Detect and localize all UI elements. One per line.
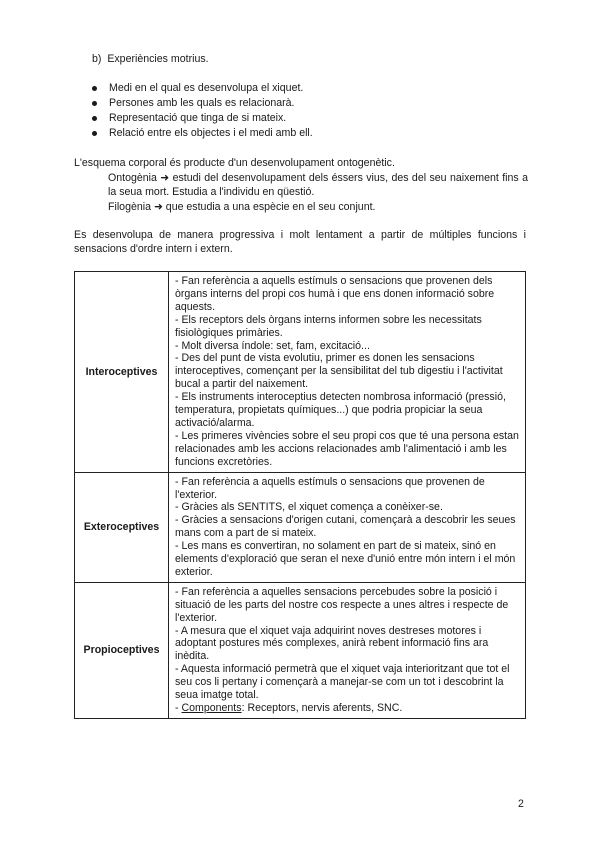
- row-term: Interoceptives: [75, 272, 169, 473]
- bullet-icon: [92, 86, 97, 91]
- bullet-list: [92, 81, 313, 141]
- section-title: Experiències motrius.: [107, 53, 209, 65]
- row-description: - Fan referència a aquells estímuls o sensacions que provenen de l'exterior. - Gràcies als SENTITS, el xiquet comença a conèixer-se. - Gràcies a sensacions d'origen cutani, començarà a descobrir les seues mans com a part de si mateix. - Les mans es convertiran, no solament en part de si mateix, sinó en elements d'exploració que seran el nexe d'unió entre món intern i el món exterior.: [169, 472, 526, 582]
- definition-filogenia: [108, 200, 528, 214]
- section-label: b): [92, 53, 102, 65]
- definition-term: Filogènia: [108, 201, 151, 213]
- components-label: Components: [181, 702, 242, 714]
- row-term: Exteroceptives: [75, 472, 169, 582]
- definition-text: estudi del desenvolupament dels éssers vius, des del seu naixement fins a la seua mort. Estudia a l'individu en qüestió.: [108, 172, 528, 198]
- list-item: Persones amb les quals es relacionarà.: [92, 96, 313, 111]
- bullet-icon: [92, 131, 97, 136]
- bullet-icon: [92, 101, 97, 106]
- components-line: - Components: Receptors, nervis aferents, SNC.: [175, 702, 403, 714]
- list-item: Representació que tinga de si mateix.: [92, 111, 313, 126]
- row-description: - Fan referència a aquelles sensacions percebudes sobre la posició i situació de les parts del nostre cos respecte a unes altres i respecte de l'exterior. - A mesura que el xiquet vaja adquirint noves destreses motores i adoptant postures més complexes, anirà rebent informació fins ara inèdita. - Aquesta informació permetrà que el xiquet vaja interioritzant que tot el seu cos li pertany i començarà a manejar-se com un tot i descobrint la seua imatge total. - Components: Receptors, nervis aferents, SNC.: [169, 582, 526, 718]
- definition-text: que estudia a una espècie en el seu conjunt.: [165, 201, 376, 213]
- page-number: 2: [518, 798, 524, 810]
- arrow-icon: ➜: [160, 172, 170, 184]
- table-row: [75, 472, 526, 582]
- sensations-table: [74, 271, 526, 719]
- section-heading: [92, 52, 209, 66]
- row-description: - Fan referència a aquells estímuls o sensacions que provenen dels òrgans interns del propi cos humà i que ens donen informació sobre aquests. - Els receptors dels òrgans interns informen sobre les necessitats fisiològiques primàries. - Molt diversa índole: set, fam, excitació... - Des del punt de vista evolutiu, primer es donen les sensacions interoceptives, començant per la sensibilitat del tub digestiu i l'activitat bucal a partir del naixement. - Els instruments interoceptius detecten nombrosa informació (pressió, temperatura, propietats químiques...) que podria propiciar la seua activació/alarma. - Les primeres vivències sobre el seu propi cos que té una persona estan relacionades amb les accions relacionades amb l'alimentació i amb les funcions excretòries.: [169, 272, 526, 473]
- bullet-icon: [92, 116, 97, 121]
- row-term: Propioceptives: [75, 582, 169, 718]
- list-item: Relació entre els objectes i el medi amb ell.: [92, 126, 313, 141]
- table-row: [75, 272, 526, 473]
- definition-ontogenia: [108, 171, 528, 199]
- arrow-icon: ➜: [153, 201, 163, 213]
- body-paragraph: Es desenvolupa de manera progressiva i molt lentament a partir de múltiples funcions i sensacions d'ordre intern i extern.: [74, 229, 526, 255]
- list-item: Medi en el qual es desenvolupa el xiquet.: [92, 81, 313, 96]
- definition-term: Ontogènia: [108, 172, 157, 184]
- table-row: [75, 582, 526, 718]
- intro-paragraph: L'esquema corporal és producte d'un desenvolupament ontogenètic.: [74, 157, 395, 169]
